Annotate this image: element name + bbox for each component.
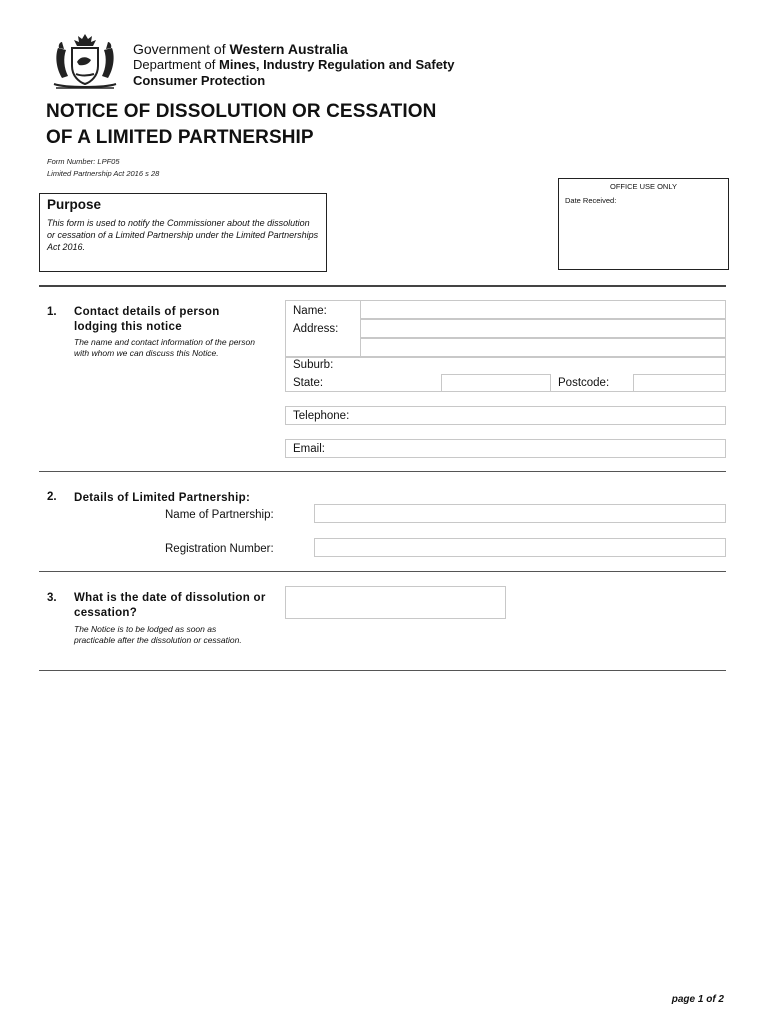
registration-number-input[interactable]	[314, 538, 726, 557]
address-label: Address:	[293, 323, 339, 335]
divider	[39, 285, 726, 287]
division-name: Consumer Protection	[133, 73, 266, 88]
state-input[interactable]	[441, 374, 551, 392]
section-3-number: 3.	[47, 592, 57, 604]
date-received-label: Date Received:	[565, 196, 617, 205]
section-3-note: The Notice is to be lodged as soon as practicable after the dissolution or cessation.	[74, 624, 242, 645]
purpose-box	[39, 193, 327, 272]
section-2-title: Details of Limited Partnership:	[74, 492, 251, 504]
email-label: Email:	[293, 443, 325, 455]
coat-of-arms-icon	[50, 32, 120, 90]
office-use-box	[558, 178, 729, 270]
act-reference: Limited Partnership Act 2016 s 28	[47, 169, 160, 178]
section-1-number: 1.	[47, 306, 57, 318]
divider	[39, 471, 726, 472]
form-title: NOTICE OF DISSOLUTION OR CESSATION OF A LIMITED PARTNERSHIP	[46, 101, 437, 148]
address-input-line-1[interactable]	[360, 319, 726, 338]
postcode-input[interactable]	[633, 374, 726, 392]
state-label: State:	[293, 377, 324, 389]
contact-name-input[interactable]	[360, 300, 726, 319]
registration-number-label: Registration Number:	[165, 543, 274, 555]
purpose-text: This form is used to notify the Commissioner about the dissolution or cessation of a Limited Partnership under the Limited Partnerships Act 2016.	[47, 218, 319, 252]
telephone-label: Telephone:	[293, 410, 350, 422]
suburb-label: Suburb:	[293, 359, 334, 371]
address-input-line-2[interactable]	[360, 338, 726, 357]
telephone-input[interactable]	[285, 406, 726, 425]
divider	[39, 670, 726, 671]
government-name: Government of Western Australia	[133, 41, 348, 57]
dissolution-date-input[interactable]	[285, 586, 506, 619]
postcode-label: Postcode:	[558, 377, 610, 389]
section-2-number: 2.	[47, 491, 57, 503]
page-number: page 1 of 2	[671, 994, 724, 1005]
form-number: Form Number: LPF05	[47, 157, 120, 166]
partnership-name-input[interactable]	[314, 504, 726, 523]
section-1-note: The name and contact information of the person with whom we can discuss this Notice.	[74, 337, 255, 358]
department-name: Department of Mines, Industry Regulation and Safety	[133, 57, 455, 72]
email-input[interactable]	[285, 439, 726, 458]
partnership-name-label: Name of Partnership:	[165, 509, 274, 521]
office-use-heading: OFFICE USE ONLY	[610, 182, 677, 191]
section-1-title: Contact details of person lodging this notice	[74, 306, 220, 333]
purpose-heading: Purpose	[47, 197, 102, 212]
divider	[39, 571, 726, 572]
name-label: Name:	[293, 305, 327, 317]
section-3-title: What is the date of dissolution or cessation?	[74, 592, 266, 619]
